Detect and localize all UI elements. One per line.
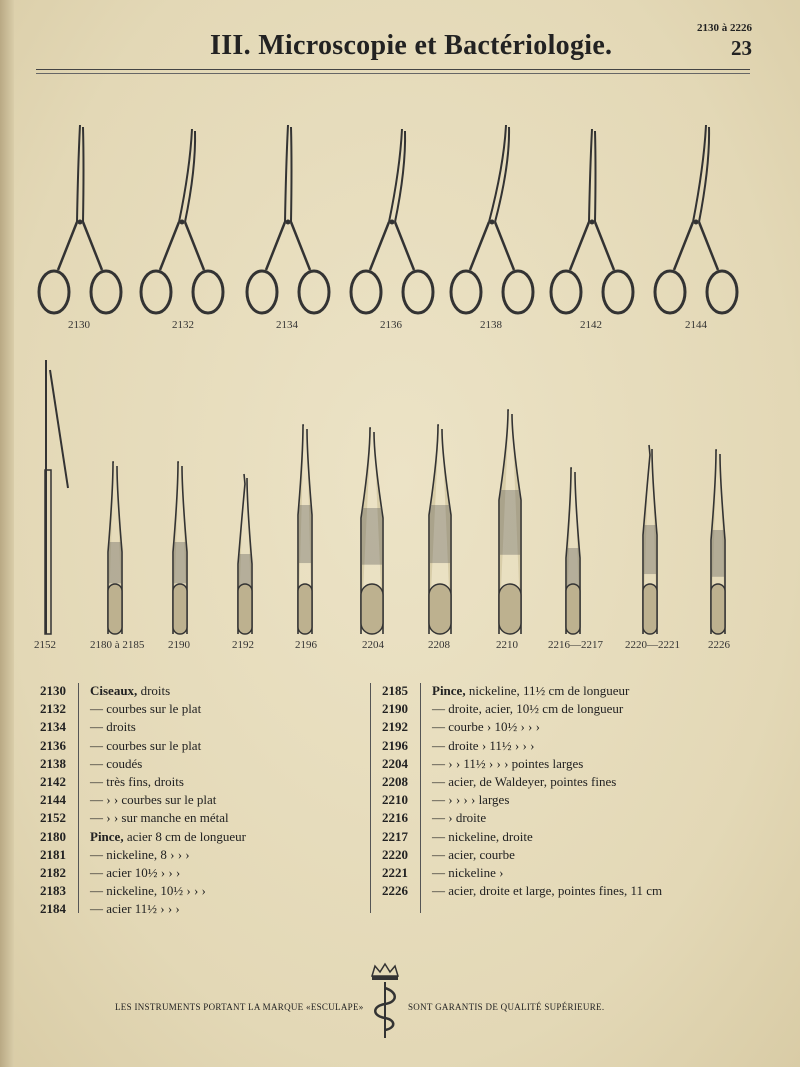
forceps-drawing [298, 425, 312, 634]
forceps-caption: 2226 [708, 639, 730, 651]
forceps-caption: 2180 à 2185 [90, 639, 145, 651]
item-number: 2182 [40, 865, 66, 880]
scissors-caption: 2134 [276, 319, 298, 331]
item-description: — › droite [432, 810, 487, 826]
item-description: — › › courbes sur le plat [90, 792, 217, 808]
item-description: — acier 11½ › › › [90, 901, 180, 917]
footer-text-left: LES INSTRUMENTS PORTANT LA MARQUE «ESCULAPE» [115, 1002, 364, 1012]
item-number: 2144 [40, 792, 66, 808]
forceps-drawing [45, 360, 68, 634]
forceps-caption: 2204 [362, 639, 384, 651]
page-number: 23 [731, 36, 752, 60]
item-description: — › › 11½ › › › pointes larges [432, 755, 584, 771]
item-number: 2217 [382, 828, 408, 844]
scissors-drawing [141, 129, 223, 313]
scissors-caption: 2132 [172, 319, 194, 331]
item-description: — courbes sur le plat [90, 737, 202, 753]
forceps-drawing [499, 410, 521, 634]
scissors-drawing [39, 125, 121, 313]
scissors-caption: 2138 [480, 319, 502, 331]
page-range: 2130 à 2226 [697, 22, 752, 34]
item-description: — nickeline, 8 › › › [90, 846, 190, 862]
forceps-caption: 2220—2221 [625, 639, 680, 651]
scissors-caption: 2130 [68, 319, 90, 331]
item-description: — › › › › larges [432, 792, 510, 808]
forceps-drawing [566, 468, 580, 634]
item-number: 2180 [40, 828, 66, 844]
forceps-caption: 2208 [428, 639, 450, 651]
item-description: — nickeline, 10½ › › › [90, 883, 206, 899]
item-number: 2216 [382, 810, 408, 826]
item-number: 2184 [40, 901, 66, 917]
item-number: 2132 [40, 701, 66, 717]
item-description: — droits [90, 719, 136, 735]
item-description: — droite › 11½ › › › [432, 737, 535, 753]
forceps-drawing [429, 425, 451, 634]
item-number: 2142 [40, 774, 66, 789]
forceps-caption: 2190 [168, 639, 190, 651]
forceps-drawing [711, 450, 725, 634]
forceps-caption: 2210 [496, 639, 518, 651]
forceps-drawing [643, 445, 657, 634]
forceps-drawing [108, 462, 122, 634]
forceps-drawing [238, 474, 252, 634]
table-divider [78, 683, 79, 913]
item-number: 2183 [40, 883, 66, 899]
item-description: — nickeline › [432, 865, 504, 880]
item-number: 2196 [382, 737, 408, 753]
item-description: Pince, acier 8 cm de longueur [90, 828, 246, 844]
scissors-drawing [451, 125, 533, 313]
item-description: — acier 10½ › › › [90, 865, 181, 880]
forceps-caption: 2196 [295, 639, 317, 651]
scissors-row [39, 125, 737, 313]
item-number: 2152 [40, 810, 66, 826]
item-number: 2192 [382, 719, 408, 735]
item-number: 2130 [40, 683, 66, 698]
item-number: 2138 [40, 755, 66, 771]
item-number: 2185 [382, 683, 408, 698]
forceps-caption: 2192 [232, 639, 254, 651]
item-description: — droite, acier, 10½ cm de longueur [432, 701, 624, 717]
footer-text-right: SONT GARANTIS DE QUALITÉ SUPÉRIEURE. [408, 1002, 605, 1012]
item-number: 2221 [382, 865, 408, 880]
item-number: 2190 [382, 701, 408, 717]
scissors-drawing [351, 129, 433, 313]
item-description: — nickeline, droite [432, 828, 533, 844]
item-number: 2208 [382, 774, 408, 789]
item-description: Pince, nickeline, 11½ cm de longueur [432, 683, 630, 698]
item-description: — acier, de Waldeyer, pointes fines [432, 774, 617, 789]
forceps-row [45, 360, 725, 634]
page-title: III. Microscopie et Bactériologie. [210, 30, 613, 61]
item-number: 2181 [40, 846, 66, 862]
forceps-drawing [361, 428, 383, 634]
scissors-caption: 2136 [380, 319, 402, 331]
table-divider [420, 683, 421, 913]
scissors-drawing [247, 125, 329, 313]
forceps-caption: 2152 [34, 639, 56, 651]
forceps-caption: 2216—2217 [548, 639, 603, 651]
item-number: 2220 [382, 846, 408, 862]
forceps-drawing [173, 462, 187, 634]
scissors-caption: 2142 [580, 319, 602, 331]
item-number: 2226 [382, 883, 408, 899]
esculape-logo [360, 962, 410, 1042]
item-description: — courbes sur le plat [90, 701, 202, 717]
item-description: — acier, courbe [432, 846, 515, 862]
scissors-caption: 2144 [685, 319, 707, 331]
item-description: — très fins, droits [90, 774, 184, 789]
item-description: — coudés [90, 755, 143, 771]
item-number: 2210 [382, 792, 408, 808]
item-description: — acier, droite et large, pointes fines, 11 cm [432, 883, 663, 899]
item-number: 2134 [40, 719, 66, 735]
item-description: Ciseaux, droits [90, 683, 171, 698]
scissors-drawing [655, 125, 737, 313]
scissors-drawing [551, 129, 633, 313]
item-number: 2204 [382, 755, 408, 771]
item-description: — courbe › 10½ › › › [432, 719, 540, 735]
item-description: — › › sur manche en métal [90, 810, 229, 826]
item-number: 2136 [40, 737, 66, 753]
